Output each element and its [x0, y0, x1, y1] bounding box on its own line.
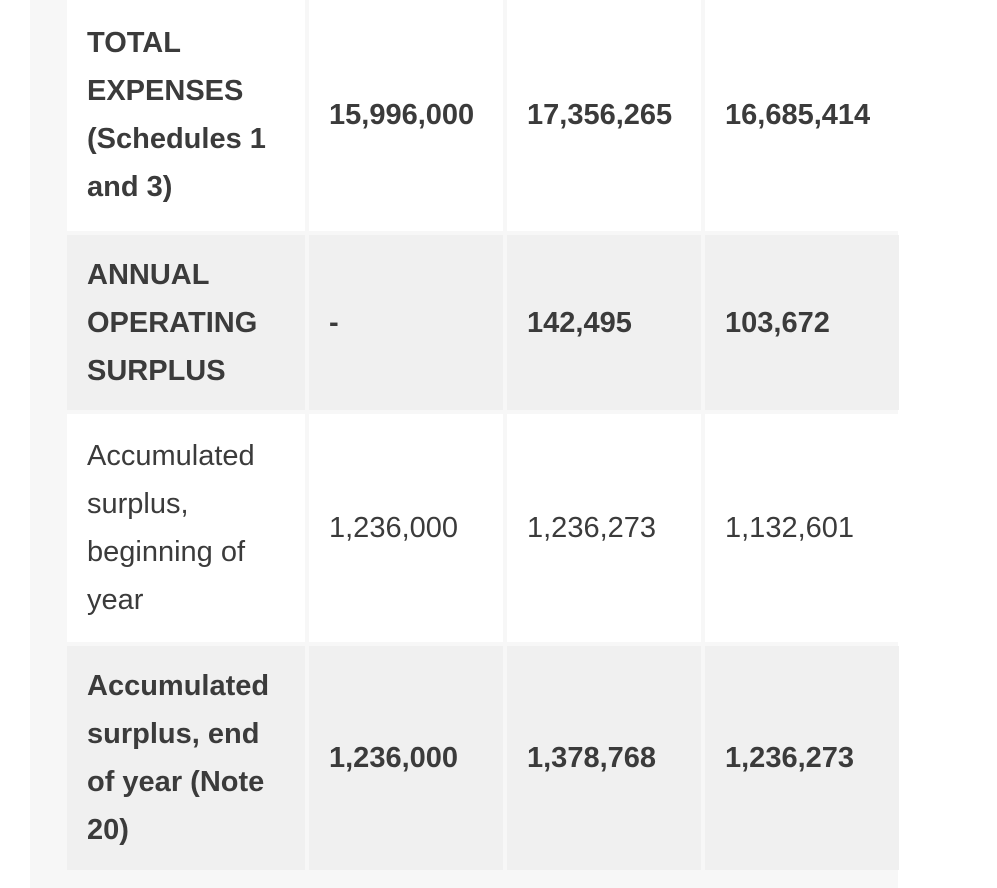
table-row-annual-operating-surplus — [67, 235, 899, 410]
row-label: ANNUAL OPERATING SURPLUS — [67, 235, 305, 410]
value-cell: 142,495 — [507, 235, 701, 410]
right-margin — [898, 0, 997, 888]
table-row-total-expenses — [67, 0, 899, 231]
value-cell: 1,236,273 — [705, 646, 899, 870]
value-cell: 1,236,273 — [507, 414, 701, 642]
financial-table — [63, 0, 903, 874]
left-margin — [0, 0, 30, 888]
value-cell: 103,672 — [705, 235, 899, 410]
table-row-accumulated-surplus-beginning — [67, 414, 899, 642]
value-cell: 17,356,265 — [507, 0, 701, 231]
value-cell: - — [309, 235, 503, 410]
row-label: Accumulated surplus, beginning of year — [67, 414, 305, 642]
row-label: Accumulated surplus, end of year (Note 20) — [67, 646, 305, 870]
value-cell: 1,236,000 — [309, 646, 503, 870]
value-cell: 15,996,000 — [309, 0, 503, 231]
value-cell: 1,132,601 — [705, 414, 899, 642]
value-cell: 16,685,414 — [705, 0, 899, 231]
value-cell: 1,378,768 — [507, 646, 701, 870]
value-cell: 1,236,000 — [309, 414, 503, 642]
table-row-accumulated-surplus-end — [67, 646, 899, 870]
row-label: TOTAL EXPENSES (Schedules 1 and 3) — [67, 0, 305, 231]
